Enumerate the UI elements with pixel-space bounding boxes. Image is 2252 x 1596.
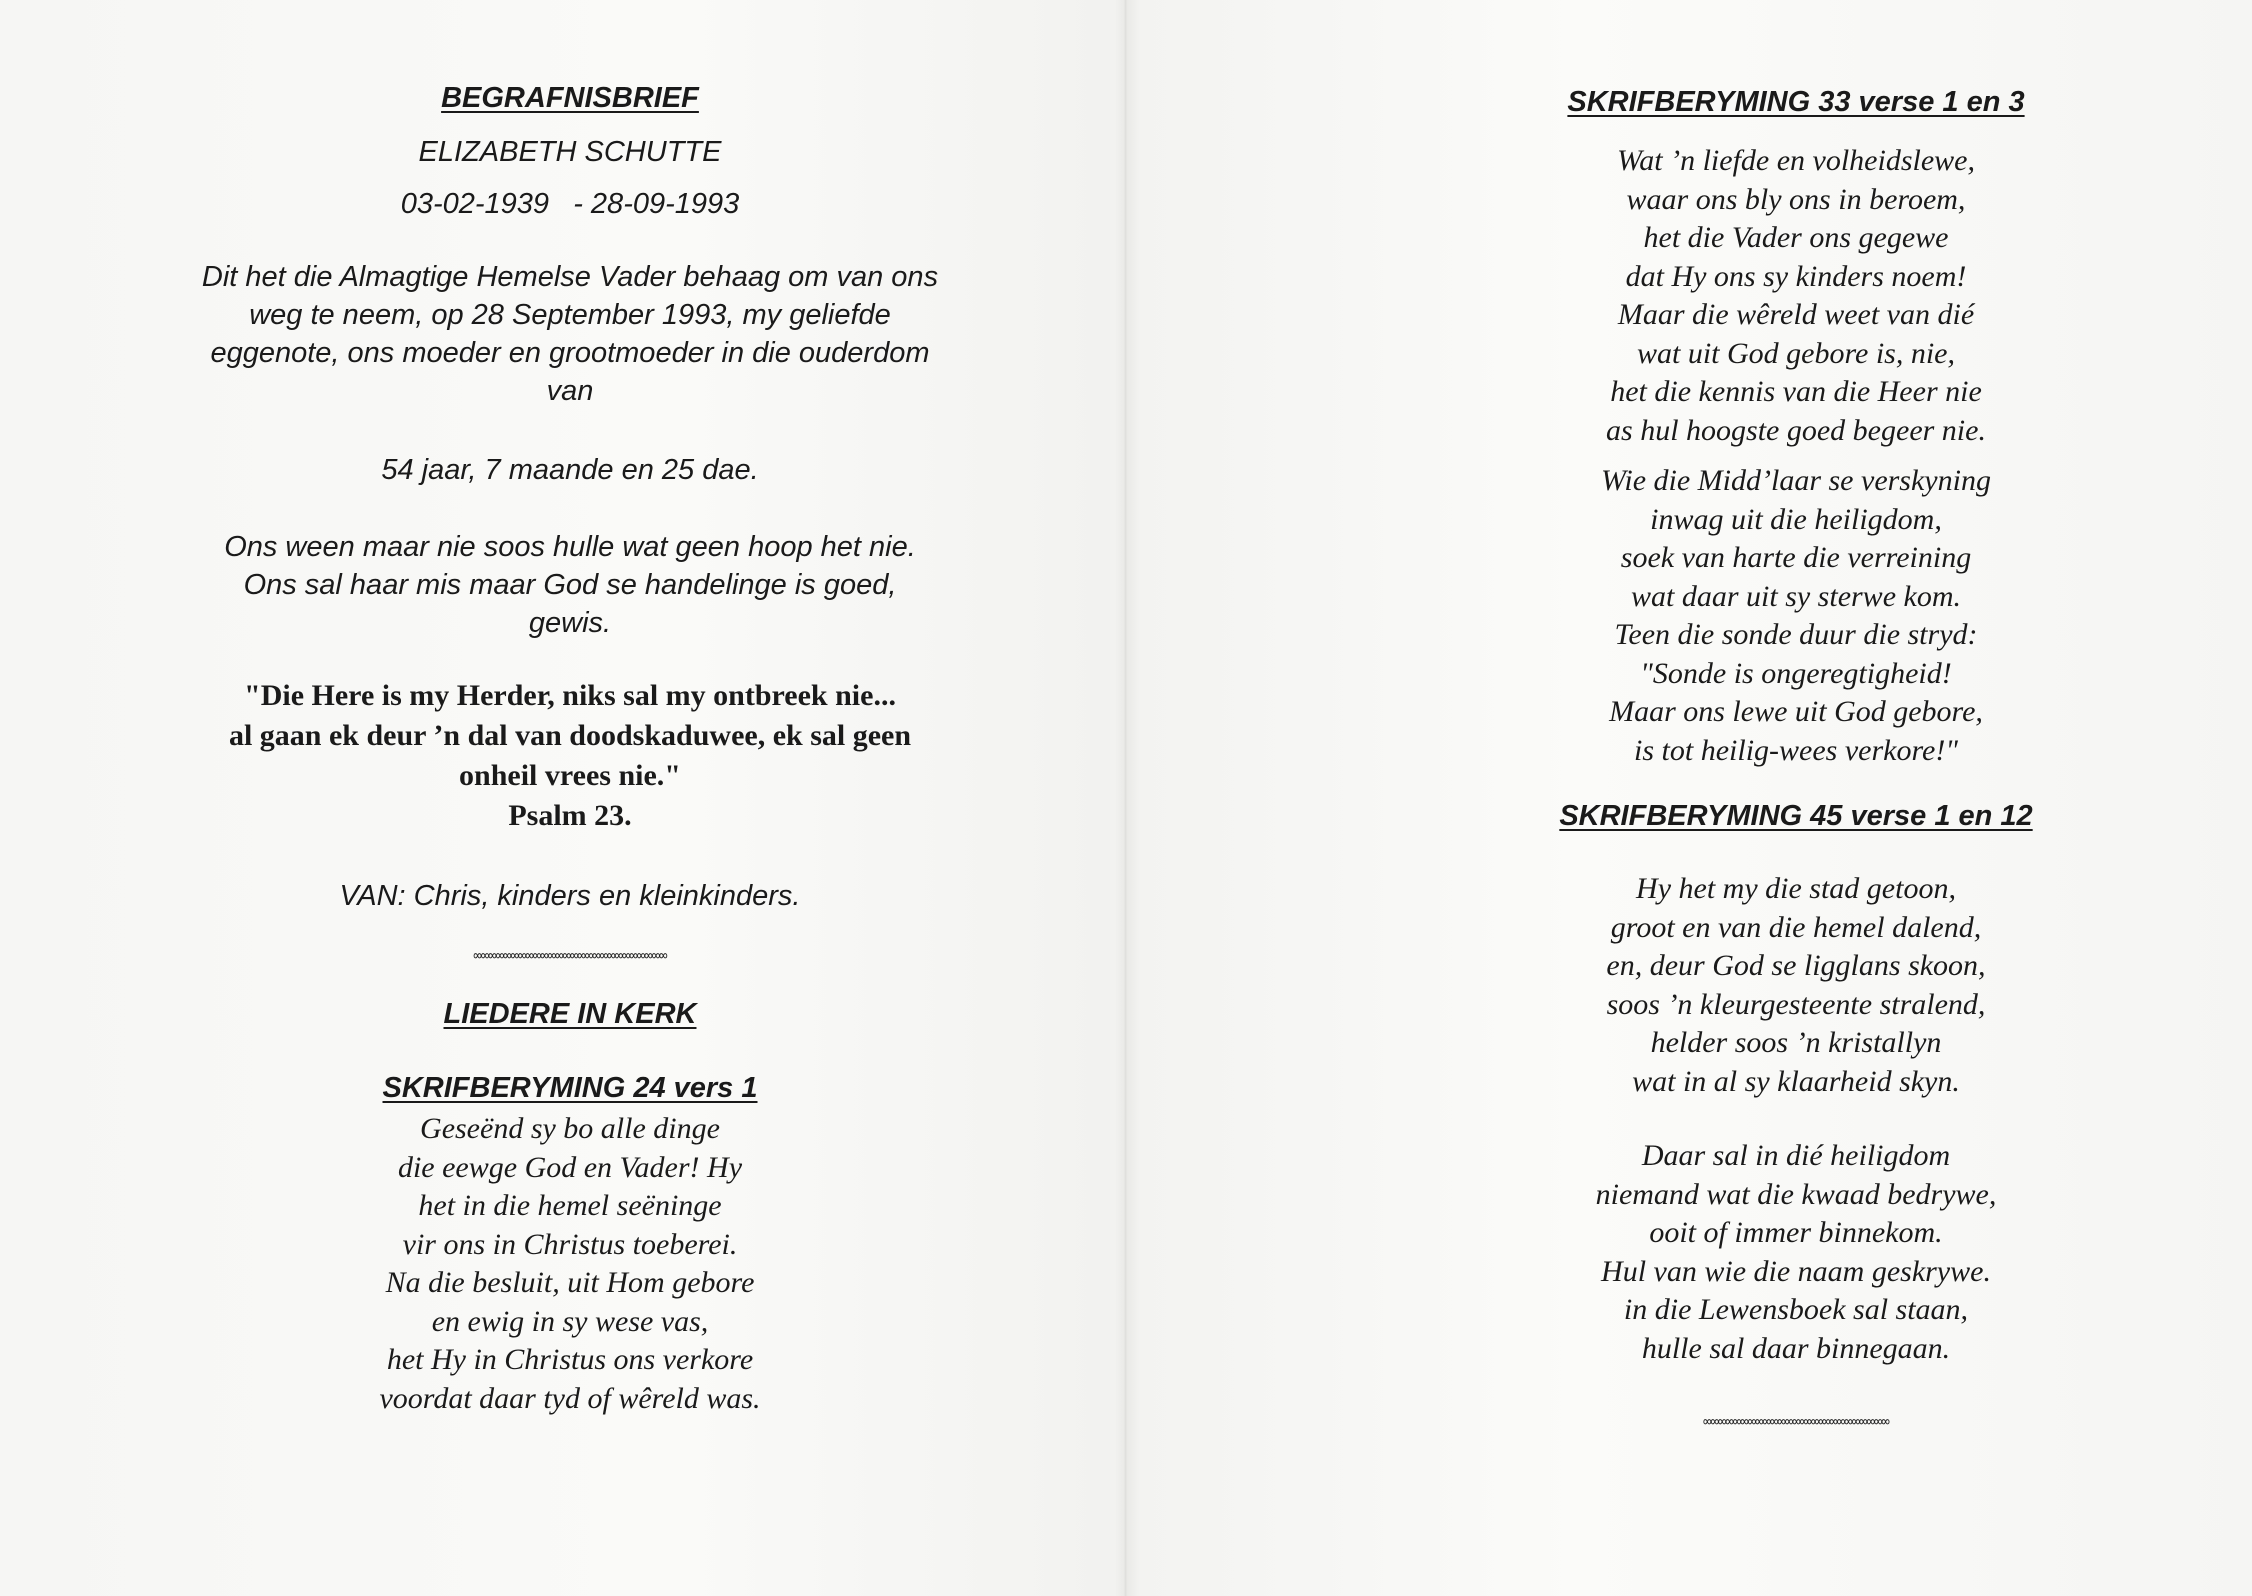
right-page (1126, 0, 2252, 1596)
verse-line: in die Lewensboek sal staan, (1623, 1293, 1969, 1326)
verse-line: soek van harte die verreining (1620, 541, 1972, 574)
verse-line: vir ons in Christus toeberei. (402, 1227, 738, 1261)
announcement-line: Dit het die Almagtige Hemelse Vader behaag om van ons (201, 261, 939, 293)
scripture-quote (100, 676, 1040, 836)
quote-line: "Die Here is my Herder, niks sal my ontbreek nie... (244, 679, 896, 712)
consolation-text (100, 528, 1040, 642)
verse-line: wat daar uit sy sterwe kom. (1631, 579, 1961, 613)
right-column (1386, 82, 2206, 1432)
ornament-divider: ∞∞∞∞∞∞∞∞∞∞∞∞∞∞∞∞∞∞∞∞∞∞∞∞∞ (1703, 1414, 1889, 1430)
verse-line: Hul van wie die naam geskrywe. (1601, 1254, 1991, 1288)
verse-line: helder soos ’n kristallyn (1650, 1026, 1942, 1059)
hymn-45-verse-12 (1386, 1137, 2206, 1368)
left-column (100, 78, 1040, 1418)
verse-line: het die kennis van die Heer nie (1610, 375, 1982, 408)
announcement-line: van (546, 375, 594, 407)
verse-line: niemand wat die kwaad bedrywe, (1595, 1177, 1997, 1211)
hymn-33-verse-3 (1386, 462, 2206, 770)
verse-line: en, deur God se ligglans skoon, (1606, 949, 1986, 982)
verse-line: "Sonde is ongeregtigheid! (1640, 656, 1952, 690)
verse-line: Maar ons lewe uit God gebore, (1609, 695, 1983, 728)
verse-line: Geseënd sy bo alle dinge (420, 1112, 720, 1145)
verse-line: inwag uit die heiligdom, (1650, 502, 1942, 536)
hymn-24-verse (100, 1110, 1040, 1418)
consolation-line: Ons sal haar mis maar God se handelinge is goed, (243, 569, 897, 601)
consolation-line: gewis. (528, 607, 612, 639)
verse-line: Daar sal in dié heiligdom (1641, 1139, 1951, 1172)
quote-reference: Psalm 23. (508, 799, 632, 832)
consolation-line: Ons ween maar nie soos hulle wat geen hoop het nie. (224, 531, 916, 563)
announcement-text (100, 258, 1040, 410)
verse-line: Wat ’n liefde en volheidslewe, (1617, 144, 1975, 177)
verse-line: die eewge God en Vader! Hy (397, 1150, 743, 1184)
verse-line: Wie die Midd’laar se verskyning (1601, 464, 1991, 497)
hymn-heading-24: SKRIFBERYMING 24 vers 1 (382, 1072, 758, 1104)
verse-line: voordat daar tyd of wêreld was. (379, 1381, 761, 1415)
letter-title: BEGRAFNISBRIEF (441, 82, 699, 114)
verse-line: het in die hemel seëninge (418, 1189, 722, 1222)
verse-line: Maar die wêreld weet van dié (1617, 298, 1975, 331)
verse-line: waar ons bly ons in beroem, (1626, 182, 1966, 216)
verse-line: wat uit God gebore is, nie, (1636, 336, 1956, 370)
hymn-45-verse-1 (1386, 870, 2206, 1101)
verse-line: Na die besluit, uit Hom gebore (385, 1266, 755, 1299)
verse-line: soos ’n kleurgesteente stralend, (1606, 987, 1986, 1021)
verse-line: hulle sal daar binnegaan. (1641, 1331, 1951, 1365)
hymn-33-verse-1 (1386, 142, 2206, 450)
hymn-heading-33: SKRIFBERYMING 33 verse 1 en 3 (1567, 86, 2025, 118)
age-at-death: 54 jaar, 7 maande en 25 dae. (381, 454, 759, 486)
quote-line: onheil vrees nie." (459, 759, 681, 792)
verse-line: dat Hy ons sy kinders noem! (1625, 259, 1967, 293)
from-family: VAN: Chris, kinders en kleinkinders. (339, 880, 801, 912)
announcement-line: eggenote, ons moeder en grootmoeder in die ouderdom (210, 337, 930, 369)
songs-heading: LIEDERE IN KERK (443, 998, 697, 1030)
verse-line: as hul hoogste goed begeer nie. (1606, 413, 1986, 447)
verse-line: het die Vader ons gegewe (1643, 221, 1949, 254)
announcement-line: weg te neem, op 28 September 1993, my geliefde (249, 299, 891, 331)
verse-line: ooit of immer binnekom. (1649, 1216, 1943, 1249)
verse-line: Hy het my die stad getoon, (1636, 872, 1956, 905)
verse-line: en ewig in sy wese vas, (431, 1304, 709, 1338)
ornament-divider: ∞∞∞∞∞∞∞∞∞∞∞∞∞∞∞∞∞∞∞∞∞∞∞∞∞∞ (473, 948, 667, 964)
deceased-name: ELIZABETH SCHUTTE (418, 136, 722, 168)
verse-line: wat in al sy klaarheid skyn. (1632, 1064, 1960, 1098)
verse-line: groot en van die hemel dalend, (1610, 910, 1982, 944)
life-dates: 03-02-1939 - 28-09-1993 (400, 188, 740, 220)
verse-line: het Hy in Christus ons verkore (386, 1343, 754, 1376)
quote-line: al gaan ek deur ’n dal van doodskaduwee, ek sal geen (228, 719, 912, 752)
hymn-heading-45: SKRIFBERYMING 45 verse 1 en 12 (1559, 800, 2033, 832)
verse-line: Teen die sonde duur die stryd: (1614, 618, 1978, 651)
verse-line: is tot heilig-wees verkore!" (1634, 733, 1958, 767)
